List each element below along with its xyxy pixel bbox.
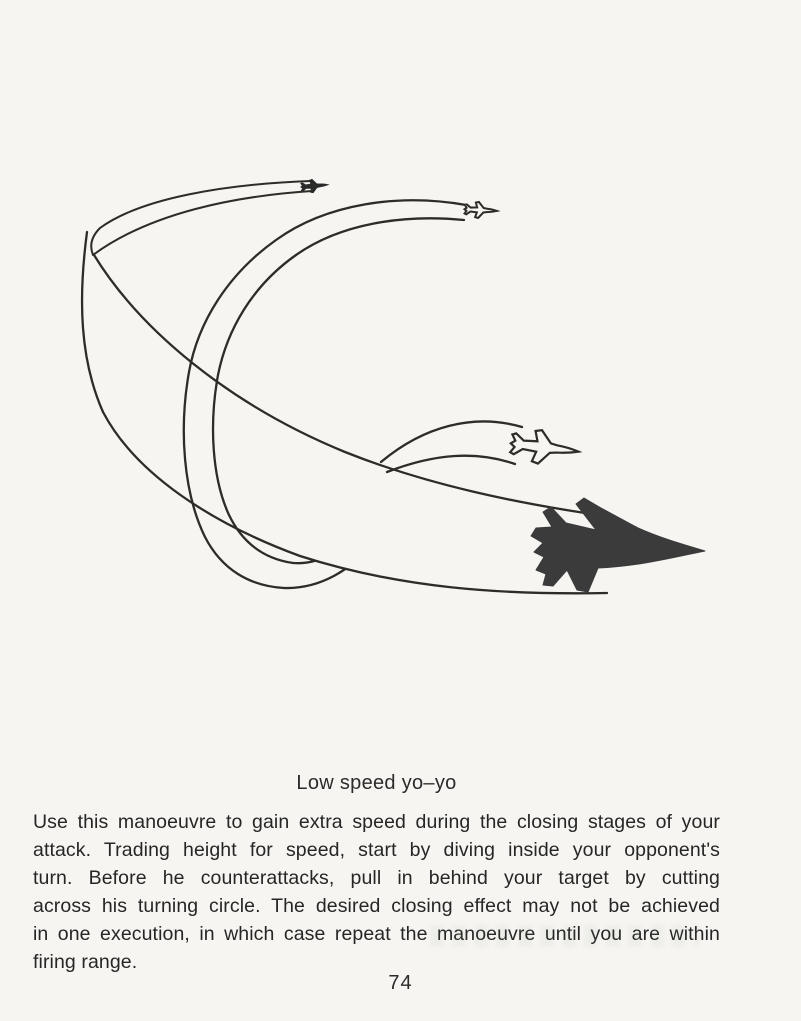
paragraph-line: in one execution, in which case repeat the manoeuvre until you are within [33,923,720,945]
paragraph-line: Use this manoeuvre to gain extra speed during the closing stages of your [33,811,720,833]
attacker-start-ribbon [91,181,312,255]
paragraph-line: attack. Trading height for speed, start by diving inside your opponent's [33,839,720,861]
attacker-path-ribbon [82,232,607,593]
page-number: 74 [388,972,413,994]
body-paragraph [33,808,720,976]
ink-bleedthrough-artifact [430,925,700,947]
paragraph-line: firing range. [33,951,138,973]
target-final-jet-icon [509,427,581,469]
target-final-arc-lower [387,456,515,472]
target-start-jet-icon [464,201,497,219]
paragraph-line: turn. Before he counterattacks, pull in behind your target by cutting [33,867,720,889]
paragraph-line: across his turning circle. The desired closing effect may not be achieved [33,895,720,917]
figure-caption: Low speed yo–yo [296,772,457,794]
